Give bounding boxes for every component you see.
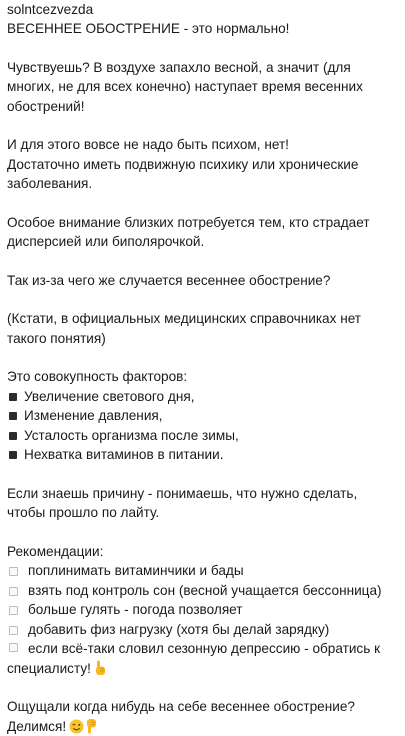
list-item-text: больше гулять - погода позволяет	[28, 600, 243, 620]
winking-face-icon	[69, 719, 84, 734]
list-item-text: Нехватка витаминов в питании.	[24, 445, 224, 465]
list-item	[7, 620, 399, 640]
recommendations-list	[7, 561, 399, 678]
spacer	[7, 290, 399, 309]
paragraph-psyche-2: Достаточно иметь подвижную психику или хронические заболевания.	[7, 155, 399, 194]
paragraph-question: Так из-за чего же случается весеннее обострение?	[7, 271, 399, 291]
list-item	[7, 426, 399, 446]
list-item	[7, 445, 399, 465]
paragraph-intro: Чувствуешь? В воздухе запахло весной, а значит (для многих, не для всех конечно) наступает время весенних обострений!	[7, 58, 399, 117]
post-author[interactable]: solntcezvezda	[7, 0, 399, 19]
pointing-down-hand-icon	[85, 718, 98, 734]
checkbox-icon	[9, 587, 18, 596]
closing-line	[7, 717, 399, 736]
list-item-text: поплинимать витаминчики и бады	[28, 561, 244, 581]
list-item-text: Увеличение светового дня,	[24, 387, 194, 407]
checkbox-icon	[9, 567, 18, 576]
spacer	[7, 39, 399, 58]
paragraph-note: (Кстати, в официальных медицинских справочниках нет такого понятия)	[7, 309, 399, 348]
spacer	[7, 523, 399, 542]
paragraph-cause: Если знаешь причину - понимаешь, что нужно сделать, чтобы прошло по лайту.	[7, 484, 399, 523]
list-item-text: если всё-таки словил сезонную депрессию - обратись к специалисту!	[7, 641, 380, 676]
list-item-text: взять под контроль сон (весной учащается бессонница)	[28, 581, 382, 601]
list-item	[7, 561, 399, 581]
black-square-icon	[9, 393, 17, 401]
paragraph-psyche-1: И для этого вовсе не надо быть психом, нет!	[7, 135, 399, 155]
spacer	[7, 252, 399, 271]
list-item	[7, 600, 399, 620]
list-item	[7, 406, 399, 426]
paragraph-final-question: Ощущали когда нибудь на себе весеннее обострение?	[7, 697, 399, 717]
recommendations-title: Рекомендации:	[7, 542, 399, 562]
list-item	[7, 639, 399, 678]
list-item-text: Изменение давления,	[24, 406, 163, 426]
checkbox-icon	[9, 626, 18, 635]
list-item-text: Усталость организма после зимы,	[24, 426, 239, 446]
spacer	[7, 194, 399, 213]
pointing-up-hand-icon	[94, 660, 107, 676]
checkbox-icon	[9, 643, 18, 652]
list-item	[7, 581, 399, 601]
spacer	[7, 465, 399, 484]
list-item-text: добавить физ нагрузку (хотя бы делай зарядку)	[28, 620, 329, 640]
list-item	[7, 387, 399, 407]
black-square-icon	[9, 432, 17, 440]
spacer	[7, 348, 399, 367]
spacer	[7, 678, 399, 697]
black-square-icon	[9, 412, 17, 420]
spacer	[7, 116, 399, 135]
paragraph-attention: Особое внимание близких потребуется тем, кто страдает дисперсией или биполярочкой.	[7, 213, 399, 252]
closing-text: Делимся!	[7, 719, 66, 734]
factors-title: Это совокупность факторов:	[7, 367, 399, 387]
factors-list	[7, 387, 399, 465]
post-headline: ВЕСЕННЕЕ ОБОСТРЕНИЕ - это нормально!	[7, 19, 399, 39]
black-square-icon	[9, 451, 17, 459]
checkbox-icon	[9, 606, 18, 615]
